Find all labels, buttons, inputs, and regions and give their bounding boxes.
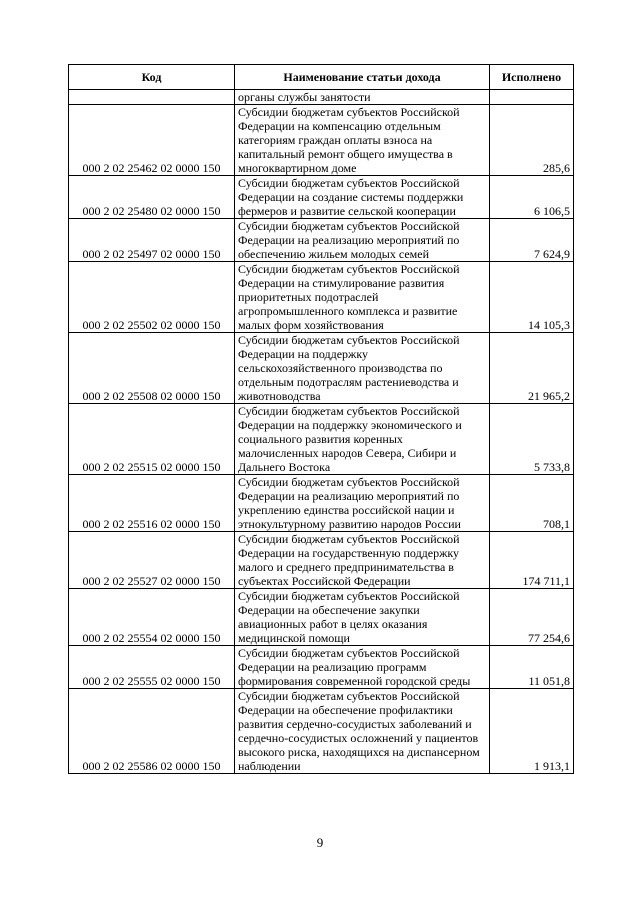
cell-name: Субсидии бюджетам субъектов Российской Федерации на поддержку сельскохозяйственного производства по отдельным подотраслям растениеводства и животноводства <box>235 333 490 404</box>
header-executed: Исполнено <box>490 65 574 90</box>
cell-code: 000 2 02 25462 02 0000 150 <box>69 105 235 176</box>
cell-name: Субсидии бюджетам субъектов Российской Федерации на реализацию мероприятий по обеспечению жильем молодых семей <box>235 219 490 262</box>
cell-amount: 6 106,5 <box>490 176 574 219</box>
cell-code: 000 2 02 25497 02 0000 150 <box>69 219 235 262</box>
cell-name: Субсидии бюджетам субъектов Российской Федерации на государственную поддержку малого и среднего предпринимательства в субъектах Российской Федерации <box>235 532 490 589</box>
cell-name: органы службы занятости <box>235 90 490 105</box>
cell-name: Субсидии бюджетам субъектов Российской Федерации на реализацию программ формирования современной городской среды <box>235 646 490 689</box>
cell-amount: 174 711,1 <box>490 532 574 589</box>
table-row <box>69 404 574 475</box>
cell-amount: 14 105,3 <box>490 262 574 333</box>
header-code: Код <box>69 65 235 90</box>
cell-name: Субсидии бюджетам субъектов Российской Федерации на компенсацию отдельным категориям граждан оплаты взноса на капитальный ремонт общего имущества в многоквартирном доме <box>235 105 490 176</box>
cell-name: Субсидии бюджетам субъектов Российской Федерации на создание системы поддержки фермеров и развитие сельской кооперации <box>235 176 490 219</box>
table-row <box>69 475 574 532</box>
cell-name: Субсидии бюджетам субъектов Российской Федерации на обеспечение профилактики развития сердечно-сосудистых заболеваний и сердечно-сосудистых осложнений у пациентов высокого риска, находящихся на диспансерном наблюдении <box>235 689 490 774</box>
cell-amount: 21 965,2 <box>490 333 574 404</box>
header-name: Наименование статьи дохода <box>235 65 490 90</box>
cell-code: 000 2 02 25502 02 0000 150 <box>69 262 235 333</box>
cell-amount: 285,6 <box>490 105 574 176</box>
table-row <box>69 219 574 262</box>
cell-code: 000 2 02 25527 02 0000 150 <box>69 532 235 589</box>
revenue-table <box>68 64 574 774</box>
cell-name: Субсидии бюджетам субъектов Российской Федерации на стимулирование развития приоритетных подотраслей агропромышленного комплекса и развитие малых форм хозяйствования <box>235 262 490 333</box>
cell-amount: 77 254,6 <box>490 589 574 646</box>
cell-amount: 11 051,8 <box>490 646 574 689</box>
cell-code: 000 2 02 25515 02 0000 150 <box>69 404 235 475</box>
cell-code: 000 2 02 25554 02 0000 150 <box>69 589 235 646</box>
table-row <box>69 646 574 689</box>
table-row <box>69 262 574 333</box>
cell-amount <box>490 90 574 105</box>
table-row <box>69 689 574 774</box>
table-row <box>69 333 574 404</box>
cell-amount: 1 913,1 <box>490 689 574 774</box>
table-row <box>69 105 574 176</box>
cell-code: 000 2 02 25586 02 0000 150 <box>69 689 235 774</box>
cell-amount: 708,1 <box>490 475 574 532</box>
table-row <box>69 532 574 589</box>
cell-code: 000 2 02 25516 02 0000 150 <box>69 475 235 532</box>
page-number: 9 <box>316 835 324 850</box>
cell-code <box>69 90 235 105</box>
cell-amount: 7 624,9 <box>490 219 574 262</box>
cell-amount: 5 733,8 <box>490 404 574 475</box>
cell-name: Субсидии бюджетам субъектов Российской Федерации на реализацию мероприятий по укреплению единства российской нации и этнокультурному развитию народов России <box>235 475 490 532</box>
cell-code: 000 2 02 25555 02 0000 150 <box>69 646 235 689</box>
table-row-continuation <box>69 90 574 105</box>
cell-code: 000 2 02 25480 02 0000 150 <box>69 176 235 219</box>
cell-name: Субсидии бюджетам субъектов Российской Федерации на обеспечение закупки авиационных работ в целях оказания медицинской помощи <box>235 589 490 646</box>
cell-code: 000 2 02 25508 02 0000 150 <box>69 333 235 404</box>
table-row <box>69 176 574 219</box>
table-row <box>69 589 574 646</box>
cell-name: Субсидии бюджетам субъектов Российской Федерации на поддержку экономического и социального развития коренных малочисленных народов Севера, Сибири и Дальнего Востока <box>235 404 490 475</box>
table-header-row <box>69 65 574 90</box>
